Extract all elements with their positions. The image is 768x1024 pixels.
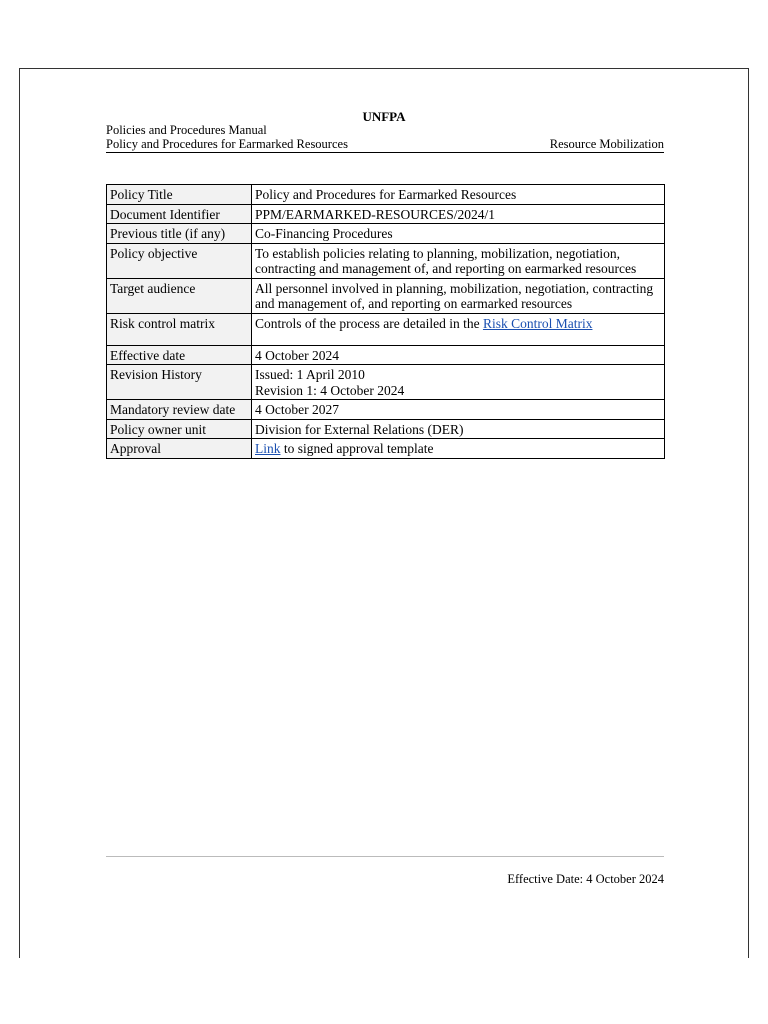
row-label: Policy owner unit [107, 419, 252, 439]
section-name: Resource Mobilization [549, 137, 664, 151]
row-label: Revision History [107, 365, 252, 400]
risk-text: Controls of the process are detailed in the [255, 315, 483, 331]
row-label: Mandatory review date [107, 400, 252, 420]
row-label: Approval [107, 439, 252, 459]
row-label: Target audience [107, 278, 252, 313]
table-row [107, 204, 665, 224]
row-value: 4 October 2027 [252, 400, 665, 420]
table-row [107, 439, 665, 459]
row-value: Co-Financing Procedures [252, 224, 665, 244]
policy-name: Policy and Procedures for Earmarked Resources [106, 137, 348, 151]
running-header [106, 137, 664, 153]
table-row [107, 185, 665, 205]
row-label: Previous title (if any) [107, 224, 252, 244]
policy-metadata-table [106, 184, 665, 459]
footer-effective-date: Effective Date: 4 October 2024 [507, 872, 664, 886]
row-value: 4 October 2024 [252, 345, 665, 365]
row-value [252, 313, 665, 345]
row-value: All personnel involved in planning, mobilization, negotiation, contracting and management of, and reporting on earmarked resources [252, 278, 665, 313]
table-row [107, 243, 665, 278]
row-label: Effective date [107, 345, 252, 365]
table-row [107, 224, 665, 244]
row-value: Division for External Relations (DER) [252, 419, 665, 439]
row-value: PPM/EARMARKED-RESOURCES/2024/1 [252, 204, 665, 224]
table-row [107, 313, 665, 345]
row-value [252, 365, 665, 400]
row-label: Risk control matrix [107, 313, 252, 345]
organization-title: UNFPA [362, 109, 406, 124]
revision-line: Issued: 1 April 2010 [255, 367, 365, 382]
footer-divider [106, 856, 664, 857]
table-row [107, 365, 665, 400]
risk-control-matrix-link[interactable]: Risk Control Matrix [482, 315, 593, 331]
row-label: Document Identifier [107, 204, 252, 224]
revision-line: Revision 1: 4 October 2024 [255, 382, 405, 398]
row-value [252, 439, 665, 459]
table-row [107, 345, 665, 365]
approval-text: to signed approval template [280, 441, 434, 456]
manual-title: Policies and Procedures Manual [106, 123, 267, 137]
row-value: To establish policies relating to planning, mobilization, negotiation, contracting and management of, and reporting on earmarked resources [252, 243, 665, 278]
row-value: Policy and Procedures for Earmarked Resources [252, 185, 665, 205]
row-label: Policy objective [107, 243, 252, 278]
table-row [107, 400, 665, 420]
table-row [107, 419, 665, 439]
table-row [107, 278, 665, 313]
row-label: Policy Title [107, 185, 252, 205]
approval-link[interactable]: Link [255, 441, 281, 456]
